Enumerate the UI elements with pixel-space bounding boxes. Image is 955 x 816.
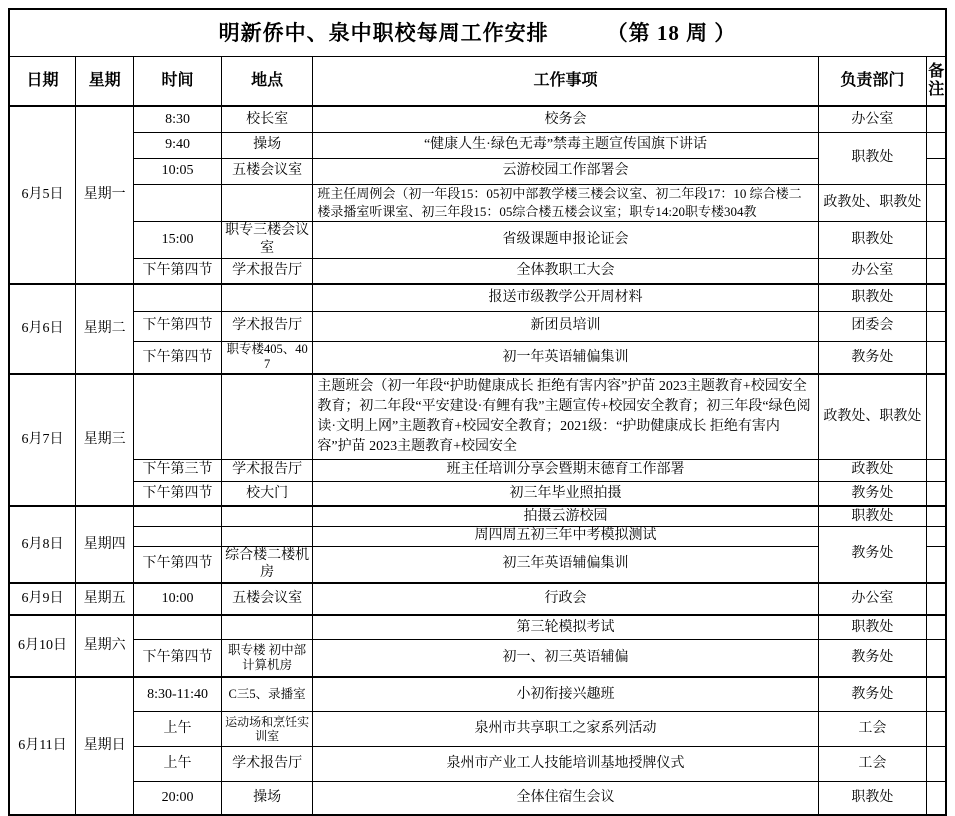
time-cell: 8:30-11:40: [134, 677, 222, 712]
item-cell: 云游校园工作部署会: [313, 158, 818, 184]
note-cell: [927, 526, 946, 546]
place-cell: 操场: [221, 132, 313, 158]
note-cell: [927, 615, 946, 640]
dept-cell: 教务处: [818, 677, 927, 712]
dept-cell: 职教处: [818, 615, 927, 640]
table-row: [9, 712, 946, 747]
item-cell: 初三年毕业照拍摄: [313, 481, 818, 506]
time-cell: [134, 284, 222, 311]
note-cell: [927, 184, 946, 221]
time-cell: 下午第四节: [134, 481, 222, 506]
place-cell: 职专楼405、407: [221, 341, 313, 374]
table-row: [9, 583, 946, 615]
table-row: [9, 747, 946, 782]
item-cell: 全体教职工大会: [313, 258, 818, 284]
date-cell: 6月11日: [9, 677, 75, 815]
dept-cell: 教务处: [818, 481, 927, 506]
place-cell: 职专三楼会议室: [221, 221, 313, 258]
time-cell: 下午第四节: [134, 311, 222, 341]
header-item: 工作事项: [313, 57, 818, 107]
dept-cell: 办公室: [818, 106, 927, 132]
item-cell: 全体住宿生会议: [313, 782, 818, 815]
place-cell: [221, 374, 313, 459]
week-cell: 星期五: [75, 583, 133, 615]
header-place: 地点: [221, 57, 313, 107]
header-date: 日期: [9, 57, 75, 107]
time-cell: 10:00: [134, 583, 222, 615]
dept-cell: 职教处: [818, 132, 927, 184]
dept-cell: 政教处、职教处: [818, 184, 927, 221]
item-cell: 周四周五初三年中考模拟测试: [313, 526, 818, 546]
time-cell: 10:05: [134, 158, 222, 184]
table-row: [9, 526, 946, 546]
note-cell: [927, 640, 946, 677]
dept-cell: 政教处、职教处: [818, 374, 927, 459]
date-cell: 6月6日: [9, 284, 75, 374]
header-dept: 负责部门: [818, 57, 927, 107]
item-cell: 班主任培训分享会暨期末德育工作部署: [313, 459, 818, 481]
dept-cell: 教务处: [818, 526, 927, 583]
time-cell: 下午第四节: [134, 546, 222, 583]
item-cell: 省级课题申报论证会: [313, 221, 818, 258]
place-cell: [221, 284, 313, 311]
table-row: [9, 311, 946, 341]
item-cell: 校务会: [313, 106, 818, 132]
dept-cell: 政教处: [818, 459, 927, 481]
table-row: [9, 341, 946, 374]
dept-cell: 教务处: [818, 640, 927, 677]
table-row: [9, 506, 946, 526]
time-cell: 15:00: [134, 221, 222, 258]
header-time: 时间: [134, 57, 222, 107]
note-cell: [927, 374, 946, 459]
dept-cell: 职教处: [818, 782, 927, 815]
place-cell: 学术报告厅: [221, 311, 313, 341]
place-cell: 学术报告厅: [221, 459, 313, 481]
place-cell: 职专楼 初中部计算机房: [221, 640, 313, 677]
note-cell: [927, 258, 946, 284]
table-row: [9, 221, 946, 258]
title-row: [9, 9, 946, 57]
item-cell: 主题班会（初一年段“护助健康成长 拒绝有害内容”护苗 2023主题教育+校园安全教育；初二年段“平安建设·有鲤有我”主题宣传+校园安全教育；初三年段“绿色阅读·文明上网”主题教育+校园安全教育；2021级：“护助健康成长 拒绝有害内容”护苗 2023主题教育+校园安全: [313, 374, 818, 459]
note-cell: [927, 158, 946, 184]
title-week-number: （第 18 周 ）: [606, 20, 737, 45]
item-cell: 初一、初三英语辅偏: [313, 640, 818, 677]
note-cell: [927, 782, 946, 815]
note-cell: [927, 747, 946, 782]
week-cell: 星期一: [75, 106, 133, 284]
time-cell: [134, 374, 222, 459]
date-cell: 6月5日: [9, 106, 75, 284]
note-cell: [927, 459, 946, 481]
dept-cell: 工会: [818, 712, 927, 747]
place-cell: 校大门: [221, 481, 313, 506]
place-cell: [221, 615, 313, 640]
header-note: 备注: [927, 57, 946, 107]
page-title: [9, 9, 946, 57]
item-cell: 小初衔接兴趣班: [313, 677, 818, 712]
place-cell: 五楼会议室: [221, 583, 313, 615]
note-cell: [927, 481, 946, 506]
table-row: [9, 258, 946, 284]
table-row: [9, 106, 946, 132]
week-cell: 星期四: [75, 506, 133, 583]
item-cell: “健康人生·绿色无毒”禁毒主题宣传国旗下讲话: [313, 132, 818, 158]
place-cell: [221, 526, 313, 546]
time-cell: 下午第四节: [134, 258, 222, 284]
item-cell: 第三轮模拟考试: [313, 615, 818, 640]
week-cell: 星期三: [75, 374, 133, 506]
time-cell: [134, 526, 222, 546]
time-cell: [134, 184, 222, 221]
time-cell: 上午: [134, 747, 222, 782]
table-row: [9, 374, 946, 459]
place-cell: 综合楼二楼机房: [221, 546, 313, 583]
date-cell: 6月7日: [9, 374, 75, 506]
item-cell: 初三年英语辅偏集训: [313, 546, 818, 583]
place-cell: 五楼会议室: [221, 158, 313, 184]
table-row: [9, 615, 946, 640]
date-cell: 6月10日: [9, 615, 75, 677]
item-cell: 班主任周例会（初一年段15：05初中部教学楼三楼会议室、初二年段17：10 综合楼二楼录播室听课室、初三年段15：05综合楼五楼会议室；职专14:20职专楼304教: [313, 184, 818, 221]
item-cell: 行政会: [313, 583, 818, 615]
table-row: [9, 184, 946, 221]
dept-cell: 职教处: [818, 221, 927, 258]
header-row: [9, 57, 946, 107]
note-cell: [927, 677, 946, 712]
note-cell: [927, 546, 946, 583]
item-cell: 初一年英语辅偏集训: [313, 341, 818, 374]
table-row: [9, 158, 946, 184]
item-cell: 报送市级教学公开周材料: [313, 284, 818, 311]
note-cell: [927, 132, 946, 158]
time-cell: 下午第三节: [134, 459, 222, 481]
note-cell: [927, 341, 946, 374]
table-row: [9, 284, 946, 311]
table-row: [9, 677, 946, 712]
item-cell: 新团员培训: [313, 311, 818, 341]
dept-cell: 职教处: [818, 506, 927, 526]
place-cell: 校长室: [221, 106, 313, 132]
dept-cell: 办公室: [818, 583, 927, 615]
note-cell: [927, 284, 946, 311]
week-cell: 星期二: [75, 284, 133, 374]
week-cell: 星期日: [75, 677, 133, 815]
table-row: [9, 132, 946, 158]
note-cell: [927, 506, 946, 526]
place-cell: 学术报告厅: [221, 747, 313, 782]
table-row: [9, 546, 946, 583]
table-row: [9, 481, 946, 506]
place-cell: [221, 184, 313, 221]
note-cell: [927, 311, 946, 341]
schedule-sheet: [8, 8, 947, 816]
date-cell: 6月9日: [9, 583, 75, 615]
dept-cell: 团委会: [818, 311, 927, 341]
table-row: [9, 640, 946, 677]
place-cell: C三5、录播室: [221, 677, 313, 712]
time-cell: 8:30: [134, 106, 222, 132]
note-cell: [927, 221, 946, 258]
week-cell: 星期六: [75, 615, 133, 677]
time-cell: 上午: [134, 712, 222, 747]
place-cell: 学术报告厅: [221, 258, 313, 284]
time-cell: 20:00: [134, 782, 222, 815]
header-week: 星期: [75, 57, 133, 107]
time-cell: [134, 506, 222, 526]
place-cell: 操场: [221, 782, 313, 815]
time-cell: [134, 615, 222, 640]
note-cell: [927, 712, 946, 747]
time-cell: 下午第四节: [134, 640, 222, 677]
dept-cell: 教务处: [818, 341, 927, 374]
time-cell: 9:40: [134, 132, 222, 158]
place-cell: 运动场和烹饪实训室: [221, 712, 313, 747]
time-cell: 下午第四节: [134, 341, 222, 374]
item-cell: 泉州市产业工人技能培训基地授牌仪式: [313, 747, 818, 782]
note-cell: [927, 583, 946, 615]
dept-cell: 工会: [818, 747, 927, 782]
table-row: [9, 782, 946, 815]
dept-cell: 办公室: [818, 258, 927, 284]
title-main: 明新侨中、泉中职校每周工作安排: [218, 20, 549, 45]
item-cell: 拍摄云游校园: [313, 506, 818, 526]
table-row: [9, 459, 946, 481]
place-cell: [221, 506, 313, 526]
weekly-schedule-table: [8, 8, 947, 816]
dept-cell: 职教处: [818, 284, 927, 311]
item-cell: 泉州市共享职工之家系列活动: [313, 712, 818, 747]
note-cell: [927, 106, 946, 132]
date-cell: 6月8日: [9, 506, 75, 583]
